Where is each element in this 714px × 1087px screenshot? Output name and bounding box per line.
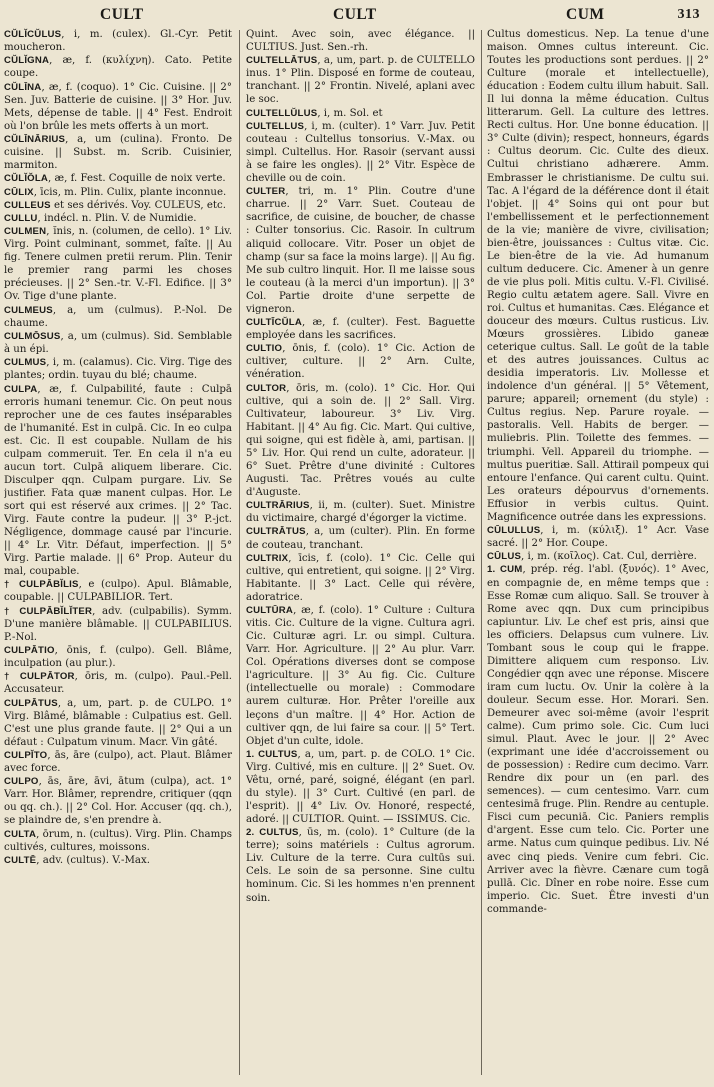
dictionary-entry [4,172,232,185]
entry-definition: , īcis, f. (colo). 1° Cic. Celle qui cultive, qui entretient, qui soigne. || 2° Virg. Habitante. || 3° Lact. Celle qui révère, adoratrice. [246,552,475,603]
dictionary-entry [4,383,232,579]
dictionary-entry [4,54,232,80]
entry-definition: , æ, f. Fest. Coquille de noix verte. [48,173,226,185]
dictionary-entry [4,854,232,867]
entry-definition: , æ, f. (culter). Fest. Baguette employée dans les sacrifices. [246,316,475,342]
entry-headword: CŬLĪNA [4,81,42,93]
entry-headword: CULTELLĀTUS [246,55,318,67]
dictionary-entry [246,316,475,342]
dictionary-entry [4,828,232,854]
entry-headword: CULMEN [4,226,47,238]
entry-definition: , i, m. (calamus). Cic. Virg. Tige des plantes; ordin. tuyau du blé; chaume. [4,357,232,382]
entry-headword: CŬLĪNĀRIUS [4,133,66,145]
entry-headword: CULPA [4,383,38,395]
entry-definition: , i, m. (culex). Gl.-Cyr. Petit moucheron. [4,29,232,54]
dictionary-entry [246,54,475,106]
entry-headword: CULPĀTIO [4,645,55,657]
dictionary-entry [246,826,475,904]
dictionary-entry [4,81,232,133]
column-3 [487,28,709,1080]
entry-headword: CŬLĬCŬLUS [4,29,62,40]
entry-definition: , ōrum, n. (cultus). Virg. Plin. Champs cultivés, cultures, moissons. [4,828,232,853]
dictionary-entry [4,670,232,696]
dictionary-entry [4,644,232,670]
dictionary-entry [4,749,232,775]
dictionary-entry [4,578,232,604]
dictionary-entry [246,28,475,54]
entry-definition: , ās, āre, āvi, ātum (culpa), act. 1° Varr. Hor. Blâmer, reprendre, critiquer (qqn ou qq. ch.). || 2° Col. Hor. Accuser (qq. ch.), se plaindre de, s'en prendre à. [4,776,232,827]
entry-definition: , a, um, part. p. de CULPO. 1° Virg. Blâmé, blâmable : Culpatius est. Gell. C'est une plus grande faute. || 2° Qui a un défaut : Culpatum vinum. Macr. Vin gâté. [4,697,232,748]
entry-headword: CULMUS [4,357,47,369]
entry-headword: CŪLULLUS [487,524,541,536]
entry-headword: † CULPĀTOR [4,671,75,683]
dictionary-entry [246,342,475,381]
entry-headword: † CULPĀBĬLIS [4,579,79,591]
entry-definition: , a, um (culmus). P.-Nol. De chaume. [4,304,232,329]
entry-definition: , i, m. (κύλιξ). 1° Acr. Vase sacré. || 2° Hor. Coupe. [487,524,709,550]
entry-definition: , adv. (culpabilis). Symm. D'une manière blâmable. || CULPABILIUS. P.-Nol. [4,605,232,643]
entry-definition: , æ, f. (κυλίχνη). Cato. Petite coupe. [4,55,232,80]
entry-definition: , ii, m. (culter). Suet. Ministre du victimaire, chargé d'égorger la victime. [246,500,475,525]
dictionary-entry [246,185,475,315]
dictionary-entry [246,499,475,525]
entry-headword: CULTŪRA [246,605,294,617]
entry-headword: 2. CULTUS [246,827,299,839]
dictionary-entry [4,212,232,225]
entry-definition: , a, um (culmus). Sid. Semblable à un épi. [4,330,232,355]
entry-headword: CULTRIX [246,552,289,564]
dictionary-entry [246,552,475,604]
entry-definition: , ĭnis, n. (columen, de cello). 1° Liv. Virg. Point culminant, sommet, faîte. || Au fig. Tenere culmen pretii rerum. Plin. Tenir le premier rang parmi les choses précieuses. || 2° Sen.-tr. V.-Fl. Edifice. || 3° Ov. Tige d'une plante. [4,226,232,303]
entry-headword: CULTRĀRIUS [246,500,310,512]
entry-definition: , i, m. Sol. et [317,107,383,119]
entry-definition: , ūs, m. (colo). 1° Culture (de la terre); soins matériels : Cultus agrorum. Liv. Culture de la terre. Cura cultūs sui. Cels. Le soin de sa personne. Sine cultu hominum. Cic. Si les hommes n'en prennent soin. [246,827,475,904]
entry-headword: CULTELLŬLUS [246,107,318,119]
dictionary-entry [246,382,475,499]
entry-headword: CULPĬTO [4,749,48,761]
entry-definition: Quint. Avec soin, avec élégance. || CULTIUS. Just. Sen.-rh. [246,29,475,54]
entry-definition: , indécl. n. Plin. V. de Numidie. [37,212,197,224]
entry-definition: , ōris, m. (colo). 1° Cic. Hor. Qui cultive, qui a soin de. || 2° Sall. Virg. Cultivateur, laboureur. 3° Liv. Virg. Habitant. || 4° Au fig. Cic. Mart. Qui cultive, qui soigne, qui est fidèle à, ami, partisan. || 5° Liv. Hor. Qui rend un culte, adorateur. || 6° Suet. Prêtre d'une divinité : Cultores Augusti. Tac. Prêtres voués au culte d'Auguste. [246,382,475,498]
entry-definition: , a, um, part. p. de CULTELLO inus. 1° Plin. Disposé en forme de couteau, tranchant. || 2° Frontin. Nivelé, aplani avec le soc. [246,55,475,106]
entry-headword: CULMŌSUS [4,330,61,342]
dictionary-entry [4,605,232,644]
entry-headword: CULPO [4,776,39,788]
dictionary-entry [4,225,232,303]
entry-definition: , ōnis, f. (colo). 1° Cic. Action de cultiver, culture. || 2° Arn. Culte, vénération. [246,343,475,381]
entry-definition: et ses dérivés. Voy. CULEUS, etc. [50,199,226,211]
entry-definition: , adv. (cultus). V.-Max. [36,854,150,866]
dictionary-entry [246,120,475,185]
dictionary-entry [4,199,232,212]
dictionary-entry [487,563,709,915]
entry-headword: CULLEUS [4,199,51,211]
entry-headword: CŬLĬGNA [4,55,50,67]
entry-definition: , īcis, m. Plin. Culix, plante inconnue. [33,186,227,198]
entry-definition: , tri, m. 1° Plin. Coutre d'une charrue. || 2° Varr. Suet. Couteau de sacrifice, de cuisine, de boucher, de chasse : Culter tonsorius. Cic. Rasoir. In cultrum aliquid collocare. Vitr. Poser un objet de champ (sur sa face la moins large). || Au fig. Me sub cultro linquit. Hor. Il me laisse sous le couteau (à la merci d'un importun). || 3° Col. Partie droite d'une serpette de vigneron. [246,186,475,315]
entry-definition: , i, m. (culter). 1° Varr. Juv. Petit couteau : Cultellus tonsorius. V.-Max. ou simpl. Cultellus. Hor. Rasoir (servant aussi à se faire les ongles). || 2° Vitr. Espèce de cheville ou de coin. [246,120,475,185]
entry-headword: CŪLIX [4,186,34,198]
dictionary-entry [487,524,709,550]
entry-headword: CULTOR [246,382,287,394]
entry-headword: CULTELLUS [246,120,305,132]
entry-definition: , i, m. (κοῖλος). Cat. Cul, derrière. [521,551,697,563]
entry-definition: , æ, f. Culpabilité, faute : Culpā erroris humani tenemur. Cic. On peut nous reprocher une de ces fautes inséparables de l'humanité. Est in culpā. Cic. In eo culpa est. Cic. Il est coupable. Nullam de his culpam commeruit. Ter. En cela il n'a eu aucun tort. Culpā aliquem liberare. Cic. Disculper qqn. Culpam purgare. Liv. Se justifier. Fata quæ manent culpas. Hor. Le sort qui est réservé aux crimes. || 2° Tac. Virg. Faute contre la pudeur. || 3° P.-jct. Négligence, dommage causé par l'incurie. || 4° Lr. Vitr. Défaut, imperfection. || 5° Virg. Partie malade. || 6° Prop. Auteur du mal, coupable. [4,383,232,578]
dictionary-entry [4,28,232,54]
entry-headword: CULTA [4,828,37,840]
entry-definition: , ōris, m. (culpo). Paul.-Pell. Accusateur. [4,671,232,696]
entry-headword: 1. CUM [487,564,523,576]
entry-headword: CULTIO [246,343,283,355]
dictionary-entry [246,748,475,826]
page-number: 313 [677,7,700,22]
entry-headword: CULTĒ [4,854,37,866]
entry-definition: , a, um, part. p. de COLO. 1° Cic. Virg. Cultivé, mis en culture. || 2° Suet. Ov. Vêtu, orné, paré, soigné, élégant (en parl. du style). || 3° Curt. Cultivé (en parl. de l'esprit). || 4° Liv. Ov. Honoré, respecté, adoré. || CULTIOR. Quint. — ISSIMUS. Cic. [246,748,475,826]
dictionary-entry [487,550,709,563]
entry-definition: , a, um (culter). Plin. En forme de couteau, tranchant. [246,526,475,551]
dictionary-entry [4,304,232,330]
entry-headword: CŪLUS [487,551,522,563]
header-center-guideword: CULT [333,6,377,23]
page-header [0,4,714,28]
header-right-guideword: CUM [566,6,605,23]
dictionary-entry [487,28,709,524]
entry-headword: CŬLĬŎLA [4,173,49,185]
dictionary-entry [4,697,232,749]
entry-definition: , prép. rég. l'abl. (ξυνός). 1° Avec, en compagnie de, en même temps que : Esse Romæ cum aliquo. Sall. Se trouver à Rome avec qqn. Dux cum principibus capiuntur. Liv. Le chef est pris, ainsi que les officiers. Delapsus cum vulnere. Liv. Tombant sous le coup qui le frappe. Dimittere aliquem cum responso. Liv. Congédier qqn avec une réponse. Miscere iram cum luctu. Ov. Unir la colère à la douleur. Secum esse. Hor. Morari. Sen. Demeurer avec soi-même (avoir l'esprit calme). Cum primo sole. Cic. Cum luci simul. Plaut. Avec le jour. || 2° Avec (exprimant une idée d'accroissement ou de possession) : Redire cum decimo. Varr. Rendre dix pour un (en parl. des semences). — cum centesimo. Varr. cum centesimā fruge. Plin. Rendre au centuple. Fisci cum pecuniā. Cic. Paniers remplis d'argent. Esse cum telo. Cic. Porter une arme. Natus cum quinque pedibus. Liv. Né avec cinq pieds. Venire cum febri. Cic. Arriver avec la fièvre. Cænare cum togā pullā. Cic. Dîner en robe noire. Esse cum imperio. Cic. Suet. Être investi d'un commande- [487,564,709,915]
dictionary-entry [4,775,232,827]
entry-definition: , a, um (culina). Fronto. De cuisine. || Subst. m. Scrib. Cuisinier, marmiton. [4,133,232,172]
dictionary-entry [4,133,232,172]
dictionary-entry [4,330,232,356]
entry-definition: , ās, āre (culpo), act. Plaut. Blâmer avec force. [4,749,232,774]
dictionary-entry [4,356,232,382]
entry-headword: CULMEUS [4,304,53,316]
entry-definition: , æ, f. (coquo). 1° Cic. Cuisine. || 2° Sen. Juv. Batterie de cuisine. || 3° Hor. Juv. Mets, dépense de table. || 4° Fest. Endroit où l'on brûle les mets offerts à un mort. [4,81,232,132]
dictionary-entry [246,107,475,120]
dictionary-entry [246,604,475,748]
column-2 [246,28,475,1080]
entry-definition: , ōnis, f. (culpo). Gell. Blâme, inculpation (au plur.). [4,645,232,670]
entry-headword: CULTRĀTUS [246,526,306,538]
entry-headword: CULTĪCŬLA [246,316,302,328]
dictionary-entry [4,186,232,199]
column-1 [4,28,232,1080]
dictionary-entry [246,525,475,551]
entry-definition: , e (culpo). Apul. Blâmable, coupable. || CULPABILIOR. Tert. [4,579,232,604]
entry-definition: , æ, f. (colo). 1° Culture : Cultura vitis. Cic. Culture de la vigne. Cultura agri. Cic. Culturæ agri. Lr. ou simpl. Cultura. Varr. Hor. Agriculture. || 2° Au plur. Varr. Col. Opérations diverses dont se compose l'agriculture. || 3° Au fig. Cic. Culture (intellectuelle ou morale) : Commodare aurem culturæ. Hor. Prêter l'oreille aux leçons d'un maître. || 4° Hor. Action de cultiver qqn, de lui faire sa cour. || 5° Tert. Objet d'un culte, idole. [246,605,475,747]
entry-headword: † CULPĀBĬLĬTER [4,605,93,617]
entry-headword: 1. CULTUS [246,748,298,760]
entry-headword: CULPĀTUS [4,697,58,709]
entry-headword: CULLU [4,212,38,224]
text-columns [0,28,714,1083]
entry-headword: CULTER [246,186,286,198]
entry-definition: Cultus domesticus. Nep. La tenue d'une maison. Omnes cultus intereunt. Cic. Toutes les productions sont perdues. || 2° Culture (morale et intellectuelle), éducation : Eodem cultu illum habuit. Sall. Il lui donna la même éducation. Cultus litterarum. Gell. La culture des lettres. Recti cultus. Hor. Une bonne éducation. || 3° Culte (divin); respect, honneurs, égards : Cultus deorum. Cic. Culte des dieux. Cultui christiano adhærere. Amm. Embrasser le christianisme. De cultu sui. Tac. A l'égard de la déférence dont il était l'objet. || 4° Soins qui ont pour but l'embellissement et le perfectionnement de la vie; manière de vivre, civilisation; bien-être, jouissances : Cultus vitæ. Cic. Le bien-être de la vie. Ad humanum cultum deducere. Cic. Amener à un genre de vie plus poli. Mitis cultu. V.-Fl. Civilisé. Regio cultu ætatem agere. Sall. Vivre en roi. Cultus et humanitas. Cæs. Elégance et douceur des mœurs. Cultus rusticus. Liv. Mœurs grossières. Libido ganeæ ceterique cultus. Sall. Le goût de la table et des autres jouissances. Cultus ac desidia imperatoris. Liv. Mollesse et indolence d'un général. || 5° Vêtement, parure; appareil; ornement (du style) : Cultus regius. Nep. Parure royale. — pastoralis. Vell. Habits de berger. — muliebris. Plin. Toilette des femmes. — triumphi. Vell. Appareil du triomphe. — multus pueritiæ. Sall. Attirail pompeux qui entoure l'enfance. Qui carent cultu. Quint. Les orateurs dépourvus d'ornements. Effusior in verbis cultus. Quint. Magnificence outrée dans les expressions. [487,29,709,523]
header-left-guideword: CULT [100,6,144,23]
